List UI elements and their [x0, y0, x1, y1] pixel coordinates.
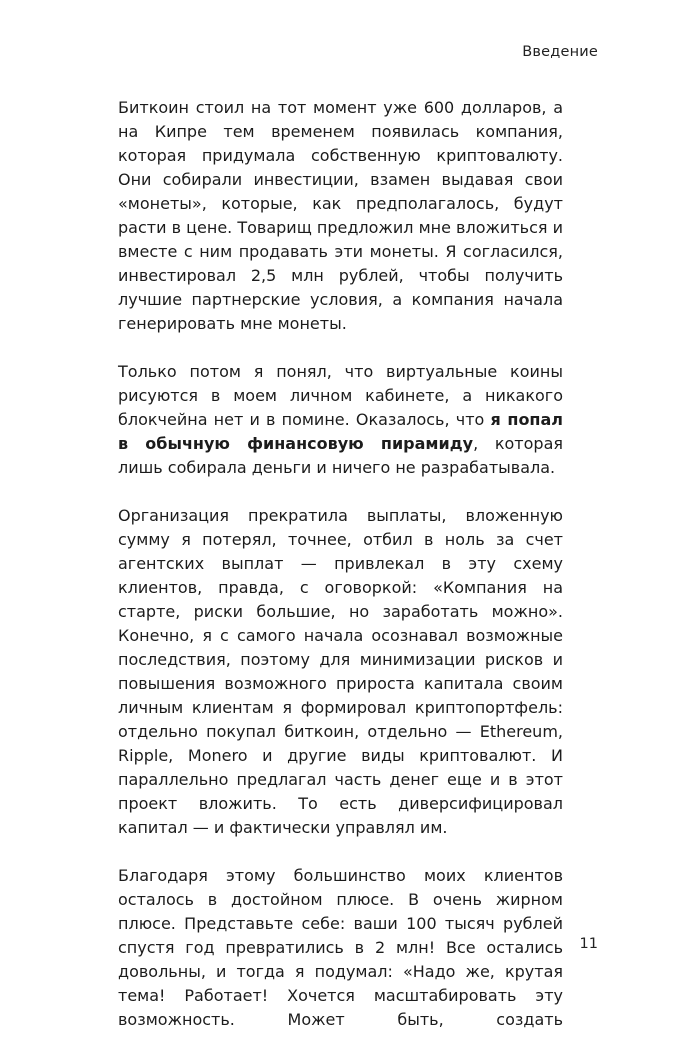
paragraph-3 [118, 504, 563, 840]
paragraph-4-text: Благодаря этому большинство моих клиентов осталось в достойном плюсе. В очень жирном плюсе. Представьте себе: ваши 100 тысяч рублей спустя год превратились в 2 млн! Все остались довольны, и тогда я подумал: «Надо же, крутая тема! Работает! Хочется масштабировать эту возможность. Может быть, создать [118, 866, 563, 1029]
paragraph-2 [118, 360, 563, 480]
paragraph-2-text-end: , которая лишь собирала деньги и ничего не разрабатывала. [118, 434, 563, 477]
body-text [118, 96, 563, 1056]
running-head-section-title: Введение [522, 44, 598, 60]
paragraph-2-bold-emphasis: я попал в обычную финансовую пирамиду [118, 410, 564, 453]
paragraph-1-text: Биткоин стоил на тот момент уже 600 долларов, а на Кипре тем временем появилась компания, которая придумала собственную криптовалюту. Они собирали инвестиции, взамен выдавая свои «монеты», которые, как предполагалось, будут расти в цене. Товарищ предложил мне вложиться и вместе с ним продавать эти монеты. Я согласился, инвестировал 2,5 млн рублей, чтобы получить лучшие партнерские условия, а компания начала генерировать мне монеты. [118, 98, 563, 333]
page-number: 11 [579, 936, 598, 952]
paragraph-3-text: Организация прекратила выплаты, вложенную сумму я потерял, точнее, отбил в ноль за счет агентских выплат — привлекал в эту схему клиентов, правда, с оговоркой: «Компания на старте, риски большие, но заработать можно». Конечно, я с самого начала осознавал возможные последствия, поэтому для минимизации рисков и повышения возможного прироста капитала своим личным клиентам я формировал криптопортфель: отдельно покупал биткоин, отдельно — Ethereum, Ripple, Monero и другие виды криптовалют. И параллельно предлагал часть денег еще и в этот проект вложить. То есть диверсифицировал капитал — и фактически управлял им. [118, 506, 563, 837]
paragraph-4 [118, 864, 563, 1032]
paragraph-2-text-start: Только потом я понял, что виртуальные коины рисуются в моем личном кабинете, а никакого блокчейна нет и в помине. Оказалось, что [118, 362, 563, 429]
paragraph-1 [118, 96, 563, 336]
